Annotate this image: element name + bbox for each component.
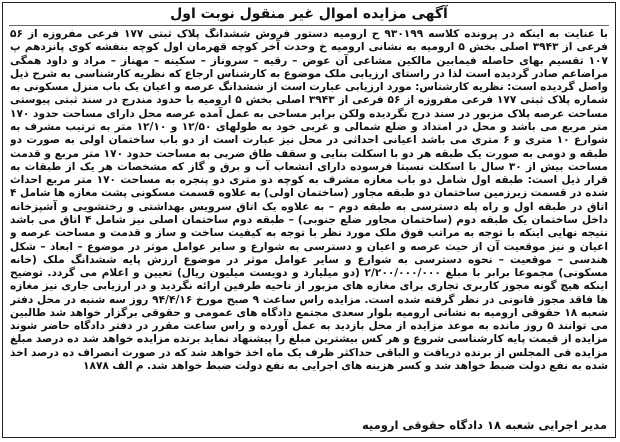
notice-title: آگهی مزایده اموال غیر منقول نوبت اول (170, 6, 448, 22)
notice-frame (2, 2, 616, 438)
signature-line: مدیر اجرایی شعبه ۱۸ دادگاه حقوقی ارومیه (361, 418, 607, 432)
title-divider (9, 25, 609, 26)
notice-body-text: با عنایت به اینکه در پرونده کلاسه ۹۳۰۱۹۹ ح ارومیه دستور فروش ششدانگ پلاک ثبتی ۱۷۷ فرعی مفروزه از ۵۶ فرعی از ۳۹۴۳ اصلی بخش ۵ ارومیه به نشانی ارومیه خ وحدت آخر کوچه قهرمان اول کوچه بنفشه کوی پانزدهم پ ۱۰۷ تقسیم بهای حاصله فیمابین مالکین مشاعی آن عوض – رقیه – سروناز – سکینه – مهناز – مراد و داود همگی مراضاعم صادر گردیده است لذا در راستای ارزیابی ملک موضوع به کارشناس ارجاع که نظریه کارشناسی به شرح ذیل واصل گردیده است: نظریه کارشناس: مورد ارزیابی عبارت است از ششدانگ عرصه و اعیان یک باب منزل مسکونی به شماره پلاک ثبتی ۱۷۷ فرعی مفروزه از ۵۶ فرعی از ۳۹۴۳ اصلی بخش ۵ ارومیه با حدود مندرج در سند ثبتی پیوستی مساحت عرصه پلاک مزبور در سند درج نگردیده ولکن برابر مساحی به عمل آمده عرصه محل دارای مساحت حدود ۱۷۰ متر مربع می باشد و محل در امتداد و ضلع شمالی و غربی خود به طولهای ۱۲/۵۰ و ۱۲/۱۰ متر به ترتیب مشرف به شوارع ۱۰ متری و ۶ متری می باشد اعیانی احداثی در محل نیز عبارت است از دو باب ساختمان اولی به صورت دو طبقه و دومی به صورت یک طبقه هر دو با اسکلت بنایی و سقف طاق ضربی به مساحت حدود ۱۷۰ متر مربع و قدمت مساحت بیش از ۳۰ سال با اسکلت نسبتا فرسوده دارای انشعاب آب و برق و گاز که مشخصات هر یک از طبقات به قرار ذیل است: طبقه اول شامل دو باب مغازه مشرف به کوچه دو متری دو پنجره به مساحت ۱۷۰ متر مربع احداث شده در قسمت زیرزمین ساختمان دو طبقه مجاور (ساختمان اولی) به علاوه قسمت مسکونی پشت مغازه ها شامل ۴ اتاق در طبقه اول و راه پله دسترسی به طبقه دوم – به علاوه یک اتاق سرویس بهداشتی و رختشویی و آشپزخانه داخل ساختمان یک طبقه دوم (ساختمان مجاور ضلع جنوبی) – طبقه دوم ساختمان اصلی نیز شامل ۴ اتاق می باشد نتیجه نهایی اینکه با توجه به مراتب فوق ملک مورد نظر با توجه به کیفیت ساخت و ساز و قدمت و مساحت عرصه و اعیان و نیز موقعیت آن از حیث عرصه و اعیان و دسترسی به شوارع و سایر عوامل موثر در موضوع – ابعاد – شکل هندسی – موقعیت – نحوه دسترسی به شوارع و سایر عوامل موثر در موضوع ارزش پایه ششدانگ ملک (خانه مسکونی) مجموعا برابر با مبلغ ۲/۲۰۰/۰۰۰/۰۰۰ (دو میلیارد و دویست میلیون ریال) تعیین و اعلام می گردد. توضیح اینکه هیچ گونه مجوز کاربری تجاری برای مغازه های مزبور از ناحیه طرفین ارائه نگردید و در ارزیابی جاری نیز مغازه ها فاقد مجوز قانونی در نظر گرفته شده است. مزایده راس ساعت ۹ صبح مورخ ۹۴/۴/۱۶ روز سه شنبه در محل دفتر شعبه ۱۸ حقوقی ارومیه به نشانی ارومیه بلوار سعدی مجتمع دادگاه های عمومی و حقوقی برگزار خواهد شد طالبین می توانند ۵ روز مانده به موعد مزایده از محل بازدید به عمل آورده و راس ساعت مقرر در دفتر دادگاه حاضر شوند مزایده از قیمت پایه کارشناسی شروع و هر کس بیشترین مبلغ را پیشنهاد نماید برنده مزایده خواهد شد ده درصد مبلغ مزایده فی المجلس از برنده دریافت و الباقی حداکثر ظرف یک ماه اخذ خواهد شد که در صورت انصراف ده درصد اخذ شده به نفع دولت ضبط خواهد شد و کسر هزینه های اجرایی به نفع دولت ضبط خواهد شد. م الف ۱۸۷۸ (10, 28, 608, 373)
notice-body (10, 28, 608, 416)
